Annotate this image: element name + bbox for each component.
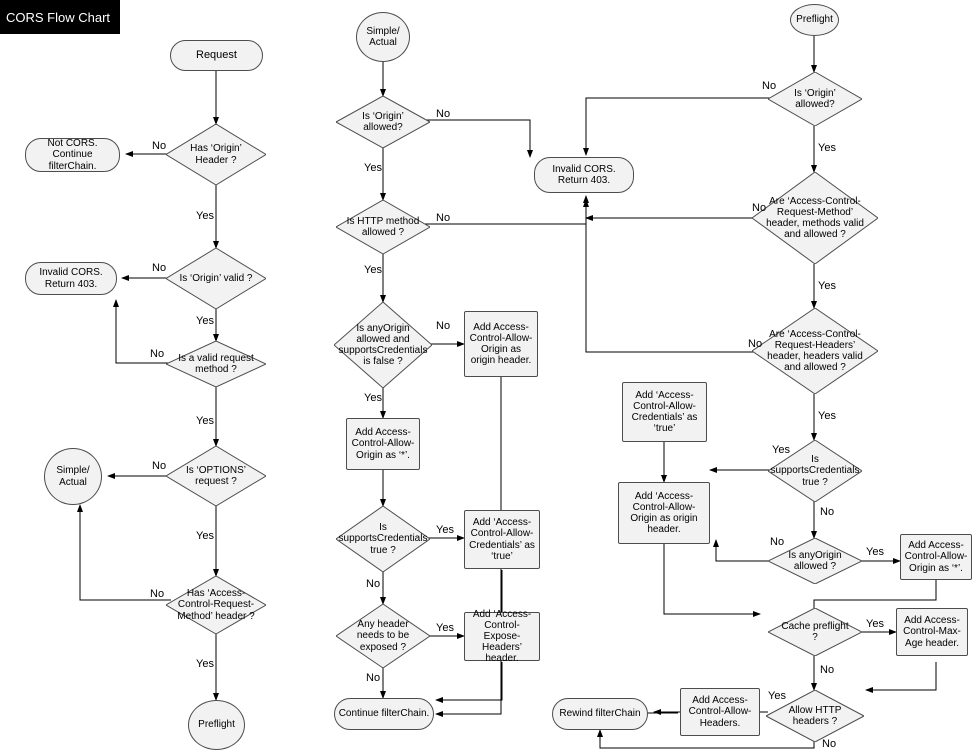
node-add-acao-origin-right: Add ‘Access-Control-Allow-Origin as origin header.: [618, 482, 710, 544]
node-is-valid-request-method-label: Is a valid request method ?: [178, 352, 254, 375]
edge-label-m6: Yes: [364, 392, 382, 404]
edge-label-r6: Yes: [818, 410, 836, 422]
node-is-origin-allowed-right-label: Is ‘Origin’ allowed?: [794, 87, 836, 110]
node-is-origin-allowed-mid: [336, 96, 430, 148]
edge-label-r4: Yes: [818, 280, 836, 292]
node-not-cors-continue: Not CORS. Continue filterChain.: [25, 138, 120, 172]
node-has-acrm-header: [166, 576, 266, 634]
node-simple-actual-left: Simple/ Actual: [44, 448, 102, 505]
edge-label-m5: No: [436, 320, 451, 332]
edge-label-r8: No: [820, 506, 835, 518]
node-add-acah-headers: Add Access-Control-Allow-Headers.: [680, 688, 760, 736]
node-any-header-exposed: [336, 604, 430, 668]
edge-label-m2: Yes: [364, 162, 382, 174]
edge-label-r1: No: [762, 80, 777, 92]
edge-label-m3: No: [436, 212, 451, 224]
node-are-acrm-valid: [752, 172, 878, 264]
node-has-acrm-header-label: Has ‘Access-Control-Request-Method’ header ?: [177, 588, 255, 622]
edge-label-r5: No: [748, 338, 763, 350]
node-is-origin-allowed-right: [768, 72, 862, 126]
node-is-origin-allowed-mid-label: Is ‘Origin’ allowed?: [362, 110, 404, 133]
edge-label-m10: No: [366, 672, 381, 684]
edge-label-l5: No: [150, 348, 165, 360]
edge-label-m4: Yes: [364, 264, 382, 276]
page-title: CORS Flow Chart: [0, 0, 120, 34]
edge-label-r3: No: [752, 202, 767, 214]
node-is-http-method-allowed-label: Is HTTP method allowed ?: [346, 215, 420, 238]
edge-label-l10: Yes: [196, 658, 214, 670]
node-is-anyorigin-supports-false-label: Is anyOrigin allowed and supportsCredentials is false ?: [338, 322, 428, 368]
edge-label-r9: No: [770, 536, 785, 548]
node-are-acrm-valid-label: Are ‘Access-Control-Request-Method’ header, methods valid and allowed ?: [766, 195, 864, 241]
edge-label-r11: Yes: [866, 618, 884, 630]
node-has-origin-header-label: Has ‘Origin’ Header ?: [190, 143, 242, 166]
node-invalid-cors-left: Invalid CORS. Return 403.: [25, 262, 117, 295]
edge-label-m1: No: [436, 108, 451, 120]
edge-label-l3: No: [152, 262, 167, 274]
node-has-origin-header: [166, 124, 266, 185]
node-is-origin-valid: [166, 248, 266, 309]
node-preflight-top: Preflight: [790, 4, 839, 36]
edge-label-l1: No: [152, 140, 167, 152]
node-is-options-request-label: Is ‘OPTIONS’ request ?: [185, 464, 246, 487]
edge-label-m9: Yes: [436, 622, 454, 634]
node-any-header-exposed-label: Any header needs to be exposed ?: [356, 619, 410, 653]
node-rewind-filterchain: Rewind filterChain: [552, 698, 648, 730]
node-is-supportscred-true-mid: [336, 506, 430, 572]
node-request: Request: [170, 40, 263, 71]
edge-label-r12: No: [820, 664, 835, 676]
node-add-acac-true-right: Add ‘Access-Control-Allow-Credentials’ as ‘true’: [622, 382, 707, 442]
node-add-ace-headers: Add ‘Access-Control-Expose-Headers’ header.: [464, 612, 540, 661]
node-add-acao-star-mid: Add Access-Control-Allow-Origin as ‘*’.: [346, 418, 420, 470]
edge-label-r2: Yes: [818, 142, 836, 154]
edge-label-r7: Yes: [772, 444, 790, 456]
edge-label-r13: Yes: [768, 690, 786, 702]
edge-label-l8: Yes: [196, 530, 214, 542]
node-is-origin-valid-label: Is ‘Origin’ valid ?: [179, 272, 253, 284]
node-preflight-left: Preflight: [188, 700, 245, 750]
edge-label-r10: Yes: [866, 546, 884, 558]
node-simple-actual-top: Simple/ Actual: [356, 12, 410, 62]
node-add-acac-true-mid: Add ‘Access-Control-Allow-Credentials’ as ‘true’: [464, 510, 540, 569]
node-continue-filterchain: Continue filterChain.: [334, 698, 434, 730]
node-add-acma-header: Add Access-Control-Max-Age header.: [896, 608, 968, 656]
node-is-supportscred-true-right-label: Is supportsCredentials true ?: [770, 454, 860, 488]
edge-label-l6: Yes: [196, 415, 214, 427]
node-are-acrh-valid: [752, 308, 878, 394]
edge-label-l4: Yes: [196, 315, 214, 327]
edge-label-m7: Yes: [436, 524, 454, 536]
edge-label-m8: No: [366, 578, 381, 590]
node-is-anyorigin-supports-false: [334, 302, 432, 388]
node-invalid-cors-mid: Invalid CORS. Return 403.: [534, 157, 634, 193]
node-cache-preflight: [768, 608, 862, 656]
edge-label-r14: No: [822, 738, 837, 750]
node-add-acao-origin-mid: Add Access-Control-Allow-Origin as origin header.: [464, 311, 538, 377]
node-is-valid-request-method: [166, 341, 266, 387]
node-is-supportscred-true-mid-label: Is supportsCredentials true ?: [338, 522, 428, 556]
node-add-acao-star-right: Add Access-Control-Allow-Origin as ‘*’.: [900, 534, 972, 580]
node-are-acrh-valid-label: Are ‘Access-Control-Request-Headers’ header, headers valid and allowed ?: [767, 328, 863, 374]
node-is-anyorigin-allowed-right-label: Is anyOrigin allowed ?: [788, 549, 842, 572]
edge-label-l2: Yes: [196, 210, 214, 222]
node-is-options-request: [166, 446, 266, 506]
node-cache-preflight-label: Cache preflight ?: [781, 620, 849, 643]
node-allow-http-headers-label: Allow HTTP headers ?: [788, 704, 842, 727]
node-is-http-method-allowed: [336, 200, 430, 254]
edge-label-l7: No: [152, 460, 167, 472]
edge-label-l9: No: [150, 588, 165, 600]
